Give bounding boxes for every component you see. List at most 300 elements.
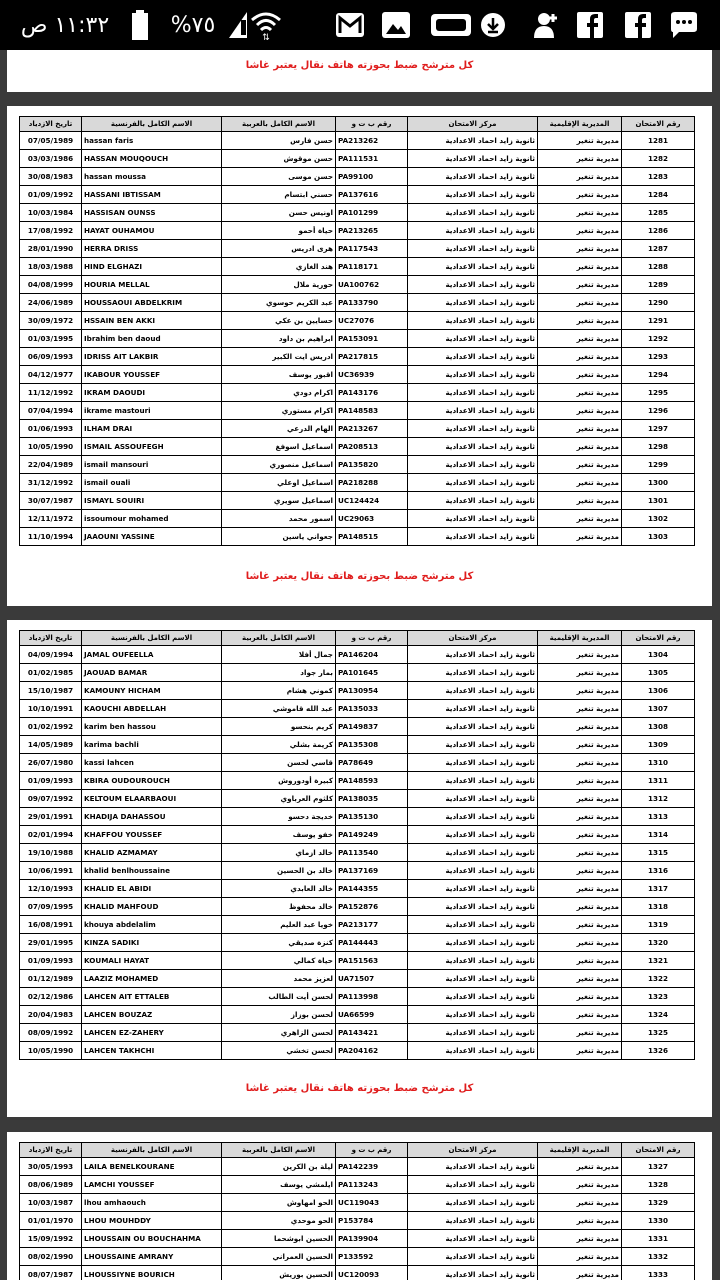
name-ar-cell: اقبور يوسف (222, 366, 336, 384)
cin-cell: PA151563 (336, 952, 408, 970)
directorate-cell: مديرية تنغير (538, 898, 622, 916)
name-fr-cell: LAHCEN EZ-ZAHERY (82, 1024, 222, 1042)
exam-number-cell: 1284 (622, 186, 695, 204)
name-fr-cell: LAHCEN BOUZAZ (82, 1006, 222, 1024)
cin-cell: PA144355 (336, 880, 408, 898)
name-ar-cell: اسماعيل منصوري (222, 456, 336, 474)
table-row (20, 808, 695, 826)
exam-center-cell: ثانوية زايد احماد الاعدادية (408, 844, 538, 862)
birth-date-cell: 04/08/1999 (20, 276, 82, 294)
directorate-cell: مديرية تنغير (538, 934, 622, 952)
name-ar-cell: كريم بنحسو (222, 718, 336, 736)
name-fr-cell: HAYAT OUHAMOU (82, 222, 222, 240)
exam-number-cell: 1314 (622, 826, 695, 844)
name-fr-cell: KHALID MAHFOUD (82, 898, 222, 916)
exam-number-cell: 1287 (622, 240, 695, 258)
exam-number-cell: 1315 (622, 844, 695, 862)
exam-number-cell: 1331 (622, 1230, 695, 1248)
directorate-cell: مديرية تنغير (538, 718, 622, 736)
cin-cell: PA135130 (336, 808, 408, 826)
column-header-exam-no: رقم الامتحان (622, 117, 695, 132)
name-fr-cell: LHOUSSIYNE BOURICH (82, 1266, 222, 1280)
table-header-row (20, 631, 695, 646)
directorate-cell: مديرية تنغير (538, 420, 622, 438)
birth-date-cell: 03/03/1986 (20, 150, 82, 168)
cin-cell: PA135308 (336, 736, 408, 754)
cin-cell: PA139904 (336, 1230, 408, 1248)
table-row (20, 510, 695, 528)
name-ar-cell: لحسن تخشي (222, 1042, 336, 1060)
exam-number-cell: 1288 (622, 258, 695, 276)
table-row (20, 1158, 695, 1176)
exam-center-cell: ثانوية زايد احماد الاعدادية (408, 366, 538, 384)
name-ar-cell: لحسن بوزاز (222, 1006, 336, 1024)
directorate-cell: مديرية تنغير (538, 1248, 622, 1266)
directorate-cell: مديرية تنغير (538, 736, 622, 754)
directorate-cell: مديرية تنغير (538, 862, 622, 880)
name-ar-cell: حياة أحمو (222, 222, 336, 240)
directorate-cell: مديرية تنغير (538, 970, 622, 988)
table-row (20, 1024, 695, 1042)
column-header-name-ar: الاسم الكامل بالعربية (222, 117, 336, 132)
directorate-cell: مديرية تنغير (538, 1006, 622, 1024)
birth-date-cell: 11/10/1994 (20, 528, 82, 546)
name-fr-cell: khalid benlhoussaine (82, 862, 222, 880)
birth-date-cell: 07/05/1989 (20, 132, 82, 150)
exam-center-cell: ثانوية زايد احماد الاعدادية (408, 294, 538, 312)
name-ar-cell: جعواني ياسين (222, 528, 336, 546)
table-row (20, 294, 695, 312)
battery-percent-text: %٧٥ (170, 12, 216, 38)
exam-center-cell: ثانوية زايد احماد الاعدادية (408, 988, 538, 1006)
name-fr-cell: LAMCHI YOUSSEF (82, 1176, 222, 1194)
birth-date-cell: 17/08/1992 (20, 222, 82, 240)
table-row (20, 240, 695, 258)
name-fr-cell: ISMAYL SOUIRI (82, 492, 222, 510)
exam-center-cell: ثانوية زايد احماد الاعدادية (408, 736, 538, 754)
name-ar-cell: الحسين ابوشحما (222, 1230, 336, 1248)
birth-date-cell: 10/05/1990 (20, 438, 82, 456)
birth-date-cell: 10/03/1984 (20, 204, 82, 222)
cin-cell: PA101645 (336, 664, 408, 682)
exam-center-cell: ثانوية زايد احماد الاعدادية (408, 664, 538, 682)
table-row (20, 150, 695, 168)
name-fr-cell: ismail ouali (82, 474, 222, 492)
name-fr-cell: ISMAIL ASSOUFEGH (82, 438, 222, 456)
table-row (20, 1230, 695, 1248)
directorate-cell: مديرية تنغير (538, 808, 622, 826)
directorate-cell: مديرية تنغير (538, 438, 622, 456)
table-row (20, 132, 695, 150)
column-header-center: مركز الامتحان (408, 1143, 538, 1158)
table-row (20, 222, 695, 240)
cin-cell: PA217815 (336, 348, 408, 366)
column-header-birth-date: تاريخ الازدياد (20, 117, 82, 132)
exam-number-cell: 1326 (622, 1042, 695, 1060)
cin-cell: PA130954 (336, 682, 408, 700)
directorate-cell: مديرية تنغير (538, 258, 622, 276)
cin-cell: PA118171 (336, 258, 408, 276)
exam-number-cell: 1317 (622, 880, 695, 898)
column-header-exam-no: رقم الامتحان (622, 1143, 695, 1158)
cin-cell: UC29063 (336, 510, 408, 528)
cin-cell: PA208513 (336, 438, 408, 456)
table-row (20, 988, 695, 1006)
exam-number-cell: 1329 (622, 1194, 695, 1212)
battery-icon (126, 0, 154, 50)
birth-date-cell: 18/03/1988 (20, 258, 82, 276)
exam-number-cell: 1325 (622, 1024, 695, 1042)
birth-date-cell: 16/08/1991 (20, 916, 82, 934)
name-ar-cell: لعزيز محمد (222, 970, 336, 988)
table-row (20, 384, 695, 402)
cin-cell: PA117543 (336, 240, 408, 258)
name-ar-cell: كنزة صديقي (222, 934, 336, 952)
column-header-cin: رقم ب ت و (336, 631, 408, 646)
cin-cell: UA66599 (336, 1006, 408, 1024)
cin-cell: PA113243 (336, 1176, 408, 1194)
exam-number-cell: 1322 (622, 970, 695, 988)
download-icon (478, 0, 508, 50)
birth-date-cell: 08/06/1989 (20, 1176, 82, 1194)
directorate-cell: مديرية تنغير (538, 664, 622, 682)
name-ar-cell: ادريس ايت الكبير (222, 348, 336, 366)
directorate-cell: مديرية تنغير (538, 186, 622, 204)
name-ar-cell: جمال أفلا (222, 646, 336, 664)
name-fr-cell: HERRA DRISS (82, 240, 222, 258)
cin-cell: PA99100 (336, 168, 408, 186)
column-header-directorate: المديرية الإقليمية (538, 117, 622, 132)
table-row (20, 438, 695, 456)
name-fr-cell: IKABOUR YOUSSEF (82, 366, 222, 384)
cin-cell: PA113540 (336, 844, 408, 862)
exam-center-cell: ثانوية زايد احماد الاعدادية (408, 970, 538, 988)
directorate-cell: مديرية تنغير (538, 222, 622, 240)
birth-date-cell: 15/09/1992 (20, 1230, 82, 1248)
exam-number-cell: 1321 (622, 952, 695, 970)
directorate-cell: مديرية تنغير (538, 168, 622, 186)
table-row (20, 880, 695, 898)
directorate-cell: مديرية تنغير (538, 772, 622, 790)
wifi-icon (248, 0, 284, 50)
cin-cell: PA149837 (336, 718, 408, 736)
cin-cell: UA71507 (336, 970, 408, 988)
directorate-cell: مديرية تنغير (538, 826, 622, 844)
directorate-cell: مديرية تنغير (538, 1042, 622, 1060)
directorate-cell: مديرية تنغير (538, 384, 622, 402)
table-header-row (20, 1143, 695, 1158)
name-fr-cell: HIND ELGHAZI (82, 258, 222, 276)
cin-cell: UC27076 (336, 312, 408, 330)
gallery-icon (378, 0, 414, 50)
birth-date-cell: 01/09/1993 (20, 952, 82, 970)
exam-center-cell: ثانوية زايد احماد الاعدادية (408, 492, 538, 510)
directorate-cell: مديرية تنغير (538, 682, 622, 700)
birth-date-cell: 04/09/1994 (20, 646, 82, 664)
exam-number-cell: 1298 (622, 438, 695, 456)
birth-date-cell: 10/06/1991 (20, 862, 82, 880)
exam-center-cell: ثانوية زايد احماد الاعدادية (408, 1024, 538, 1042)
name-ar-cell: اسماعيل اسوفغ (222, 438, 336, 456)
name-ar-cell: كلثوم العرباوي (222, 790, 336, 808)
birth-date-cell: 10/10/1991 (20, 700, 82, 718)
column-header-name-ar: الاسم الكامل بالعربية (222, 1143, 336, 1158)
cin-cell: PA137616 (336, 186, 408, 204)
name-ar-cell: خالد العابدي (222, 880, 336, 898)
birth-date-cell: 09/07/1992 (20, 790, 82, 808)
name-ar-cell: اكرام مستوري (222, 402, 336, 420)
cin-cell: UC119043 (336, 1194, 408, 1212)
table-row (20, 168, 695, 186)
add-person-icon (526, 0, 562, 50)
name-fr-cell: HOURIA MELLAL (82, 276, 222, 294)
table-row (20, 826, 695, 844)
directorate-cell: مديرية تنغير (538, 1176, 622, 1194)
directorate-cell: مديرية تنغير (538, 1266, 622, 1280)
name-fr-cell: hassan moussa (82, 168, 222, 186)
name-fr-cell: KBIRA OUDOUROUCH (82, 772, 222, 790)
exam-center-cell: ثانوية زايد احماد الاعدادية (408, 510, 538, 528)
table-row (20, 1042, 695, 1060)
table-row (20, 402, 695, 420)
name-ar-cell: اكرام دودي (222, 384, 336, 402)
candidates-table-3 (19, 1142, 695, 1280)
document-page-3 (7, 1132, 712, 1280)
birth-date-cell: 12/11/1972 (20, 510, 82, 528)
name-fr-cell: KAMOUNY HICHAM (82, 682, 222, 700)
document-page-top (7, 50, 712, 92)
birth-date-cell: 31/12/1992 (20, 474, 82, 492)
cin-cell: PA101299 (336, 204, 408, 222)
exam-center-cell: ثانوية زايد احماد الاعدادية (408, 1176, 538, 1194)
cin-cell: PA143176 (336, 384, 408, 402)
cin-cell: PA213177 (336, 916, 408, 934)
exam-center-cell: ثانوية زايد احماد الاعدادية (408, 204, 538, 222)
name-fr-cell: HASSISAN OUNSS (82, 204, 222, 222)
column-header-cin: رقم ب ت و (336, 1143, 408, 1158)
exam-center-cell: ثانوية زايد احماد الاعدادية (408, 880, 538, 898)
exam-center-cell: ثانوية زايد احماد الاعدادية (408, 150, 538, 168)
name-ar-cell: اسماعيل اوعلي (222, 474, 336, 492)
cin-cell: PA78649 (336, 754, 408, 772)
column-header-birth-date: تاريخ الازدياد (20, 1143, 82, 1158)
name-ar-cell: حياة كمالي (222, 952, 336, 970)
exam-center-cell: ثانوية زايد احماد الاعدادية (408, 1212, 538, 1230)
birth-date-cell: 19/10/1988 (20, 844, 82, 862)
exam-number-cell: 1285 (622, 204, 695, 222)
cin-cell: PA213265 (336, 222, 408, 240)
name-ar-cell: هند الغازي (222, 258, 336, 276)
name-fr-cell: hassan faris (82, 132, 222, 150)
birth-date-cell: 01/09/1992 (20, 186, 82, 204)
exam-number-cell: 1324 (622, 1006, 695, 1024)
name-ar-cell: لحسن أيت الطالب (222, 988, 336, 1006)
birth-date-cell: 01/02/1992 (20, 718, 82, 736)
birth-date-cell: 01/09/1993 (20, 772, 82, 790)
exam-number-cell: 1296 (622, 402, 695, 420)
table-row (20, 348, 695, 366)
birth-date-cell: 02/12/1986 (20, 988, 82, 1006)
cin-cell: PA146204 (336, 646, 408, 664)
name-fr-cell: lhou amhaouch (82, 1194, 222, 1212)
column-header-name-fr: الاسم الكامل بالفرنسية (82, 117, 222, 132)
exam-center-cell: ثانوية زايد احماد الاعدادية (408, 862, 538, 880)
exam-center-cell: ثانوية زايد احماد الاعدادية (408, 646, 538, 664)
name-ar-cell: حورية ملال (222, 276, 336, 294)
exam-number-cell: 1333 (622, 1266, 695, 1280)
column-header-center: مركز الامتحان (408, 117, 538, 132)
directorate-cell: مديرية تنغير (538, 204, 622, 222)
name-ar-cell: خالد بن الحسين (222, 862, 336, 880)
birth-date-cell: 08/02/1990 (20, 1248, 82, 1266)
name-fr-cell: LAAZIZ MOHAMED (82, 970, 222, 988)
birth-date-cell: 30/09/1972 (20, 312, 82, 330)
table-row (20, 1212, 695, 1230)
name-ar-cell: اسمور محمد (222, 510, 336, 528)
name-fr-cell: LHOU MOUHDDY (82, 1212, 222, 1230)
name-ar-cell: لحسن الزاهري (222, 1024, 336, 1042)
facebook-icon (622, 0, 654, 50)
table-header-row (20, 117, 695, 132)
table-row (20, 204, 695, 222)
directorate-cell: مديرية تنغير (538, 1230, 622, 1248)
name-fr-cell: KELTOUM ELAARBAOUI (82, 790, 222, 808)
birth-date-cell: 01/02/1985 (20, 664, 82, 682)
cin-cell: PA149249 (336, 826, 408, 844)
table-row (20, 664, 695, 682)
exam-number-cell: 1299 (622, 456, 695, 474)
name-fr-cell: LAHCEN AIT ETTALEB (82, 988, 222, 1006)
name-ar-cell: حسايين بن عكي (222, 312, 336, 330)
name-ar-cell: عبد الكريم حوسوي (222, 294, 336, 312)
directorate-cell: مديرية تنغير (538, 988, 622, 1006)
exam-number-cell: 1312 (622, 790, 695, 808)
exam-center-cell: ثانوية زايد احماد الاعدادية (408, 330, 538, 348)
candidates-table-2 (19, 630, 695, 1060)
exam-center-cell: ثانوية زايد احماد الاعدادية (408, 934, 538, 952)
exam-center-cell: ثانوية زايد احماد الاعدادية (408, 132, 538, 150)
birth-date-cell: 30/05/1993 (20, 1158, 82, 1176)
chat-bubble-icon (666, 0, 702, 50)
name-ar-cell: حسن موقوش (222, 150, 336, 168)
table-row (20, 276, 695, 294)
exam-number-cell: 1319 (622, 916, 695, 934)
exam-number-cell: 1300 (622, 474, 695, 492)
directorate-cell: مديرية تنغير (538, 528, 622, 546)
exam-number-cell: 1313 (622, 808, 695, 826)
name-ar-cell: الحو امهاوش (222, 1194, 336, 1212)
table-row (20, 682, 695, 700)
cin-cell: PA135033 (336, 700, 408, 718)
name-fr-cell: HASSAN MOUQOUCH (82, 150, 222, 168)
cin-cell: UA100762 (336, 276, 408, 294)
directorate-cell: مديرية تنغير (538, 366, 622, 384)
directorate-cell: مديرية تنغير (538, 646, 622, 664)
birth-date-cell: 01/12/1989 (20, 970, 82, 988)
name-fr-cell: kassi lahcen (82, 754, 222, 772)
cin-cell: P133592 (336, 1248, 408, 1266)
directorate-cell: مديرية تنغير (538, 276, 622, 294)
name-fr-cell: IKRAM DAOUDI (82, 384, 222, 402)
cin-cell: PA137169 (336, 862, 408, 880)
directorate-cell: مديرية تنغير (538, 402, 622, 420)
exam-center-cell: ثانوية زايد احماد الاعدادية (408, 826, 538, 844)
exam-number-cell: 1323 (622, 988, 695, 1006)
name-fr-cell: KINZA SADIKI (82, 934, 222, 952)
name-ar-cell: ايلمشي يوسف (222, 1176, 336, 1194)
birth-date-cell: 24/06/1989 (20, 294, 82, 312)
birth-date-cell: 20/04/1983 (20, 1006, 82, 1024)
exam-number-cell: 1305 (622, 664, 695, 682)
cin-cell: PA218288 (336, 474, 408, 492)
exam-center-cell: ثانوية زايد احماد الاعدادية (408, 528, 538, 546)
exam-center-cell: ثانوية زايد احماد الاعدادية (408, 1194, 538, 1212)
table-row (20, 456, 695, 474)
cin-cell: UC120093 (336, 1266, 408, 1280)
birth-date-cell: 15/10/1987 (20, 682, 82, 700)
birth-date-cell: 29/01/1991 (20, 808, 82, 826)
exam-number-cell: 1297 (622, 420, 695, 438)
directorate-cell: مديرية تنغير (538, 1158, 622, 1176)
name-ar-cell: اونيس حسن (222, 204, 336, 222)
name-fr-cell: LHOUSSAIN OU BOUCHAHMA (82, 1230, 222, 1248)
exam-number-cell: 1308 (622, 718, 695, 736)
exam-center-cell: ثانوية زايد احماد الاعدادية (408, 898, 538, 916)
birth-date-cell: 10/03/1987 (20, 1194, 82, 1212)
birth-date-cell: 08/07/1987 (20, 1266, 82, 1280)
exam-center-cell: ثانوية زايد احماد الاعدادية (408, 1248, 538, 1266)
exam-center-cell: ثانوية زايد احماد الاعدادية (408, 438, 538, 456)
name-fr-cell: khouya abdelalim (82, 916, 222, 934)
birth-date-cell: 28/01/1990 (20, 240, 82, 258)
exam-number-cell: 1332 (622, 1248, 695, 1266)
directorate-cell: مديرية تنغير (538, 492, 622, 510)
name-ar-cell: حسن فارس (222, 132, 336, 150)
table-row (20, 736, 695, 754)
name-fr-cell: ismail mansouri (82, 456, 222, 474)
cin-cell: PA142239 (336, 1158, 408, 1176)
name-ar-cell: كريمة بشلي (222, 736, 336, 754)
exam-number-cell: 1307 (622, 700, 695, 718)
directorate-cell: مديرية تنغير (538, 132, 622, 150)
name-ar-cell: اسماعيل سويري (222, 492, 336, 510)
exam-center-cell: ثانوية زايد احماد الاعدادية (408, 952, 538, 970)
cin-cell: PA153091 (336, 330, 408, 348)
birth-date-cell: 14/05/1989 (20, 736, 82, 754)
cin-cell: PA135820 (336, 456, 408, 474)
directorate-cell: مديرية تنغير (538, 474, 622, 492)
column-header-name-fr: الاسم الكامل بالفرنسية (82, 631, 222, 646)
name-ar-cell: خويا عبد العليم (222, 916, 336, 934)
exam-number-cell: 1281 (622, 132, 695, 150)
exam-number-cell: 1282 (622, 150, 695, 168)
birth-date-cell: 02/01/1994 (20, 826, 82, 844)
exam-number-cell: 1302 (622, 510, 695, 528)
warning-text: كل مترشح ضبط بحوزته هاتف نقال يعتبر غاشا (245, 1083, 474, 1094)
cin-cell: PA143421 (336, 1024, 408, 1042)
table-row (20, 718, 695, 736)
birth-date-cell: 08/09/1992 (20, 1024, 82, 1042)
exam-number-cell: 1290 (622, 294, 695, 312)
name-fr-cell: JAMAL OUFEELLA (82, 646, 222, 664)
column-header-directorate: المديرية الإقليمية (538, 1143, 622, 1158)
name-ar-cell: هرى ادريس (222, 240, 336, 258)
directorate-cell: مديرية تنغير (538, 294, 622, 312)
table-row (20, 330, 695, 348)
table-row (20, 1194, 695, 1212)
table-row (20, 970, 695, 988)
exam-center-cell: ثانوية زايد احماد الاعدادية (408, 402, 538, 420)
